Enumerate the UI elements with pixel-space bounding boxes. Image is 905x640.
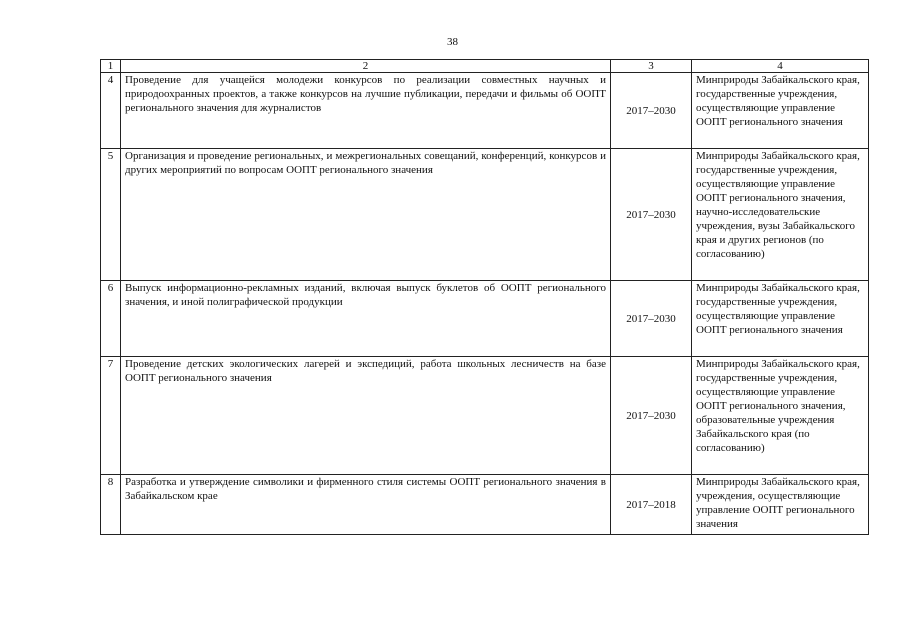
row-number: 4 xyxy=(101,73,121,149)
task-cell: Выпуск информационно-рекламных изданий, включая выпуск буклетов об ООПТ регионального значения, и иной полиграфической продукции xyxy=(121,281,611,357)
column-number-2: 2 xyxy=(121,60,611,73)
table-row xyxy=(101,281,869,357)
row-number: 8 xyxy=(101,475,121,535)
row-number: 6 xyxy=(101,281,121,357)
task-cell: Проведение для учащейся молодежи конкурсов по реализации совместных научных и природоохранных проектов, а также конкурсов на лучшие публикации, передачи и фильмы об ООПТ регионального значения для журналистов xyxy=(121,73,611,149)
executor-cell: Минприроды Забайкальского края, государственные учреждения, осуществляющие управление ООПТ регионального значения, образовательные учреждения Забайкальского края (по согласованию) xyxy=(692,357,869,475)
table-row xyxy=(101,475,869,535)
row-number: 7 xyxy=(101,357,121,475)
task-cell: Проведение детских экологических лагерей и экспедиций, работа школьных лесничеств на базе ООПТ регионального значения xyxy=(121,357,611,475)
period-cell: 2017–2030 xyxy=(611,73,692,149)
period-cell: 2017–2030 xyxy=(611,149,692,281)
table-row xyxy=(101,357,869,475)
period-cell: 2017–2030 xyxy=(611,281,692,357)
task-cell: Разработка и утверждение символики и фирменного стиля системы ООПТ регионального значения в Забайкальском крае xyxy=(121,475,611,535)
table-row xyxy=(101,73,869,149)
table-row xyxy=(101,149,869,281)
column-number-3: 3 xyxy=(611,60,692,73)
table-header-row xyxy=(101,60,869,73)
page-number: 38 xyxy=(447,36,458,48)
executor-cell: Минприроды Забайкальского края, государственные учреждения, осуществляющие управление ООПТ регионального значения xyxy=(692,73,869,149)
executor-cell: Минприроды Забайкальского края, учреждения, осуществляющие управление ООПТ регионального значения xyxy=(692,475,869,535)
executor-cell: Минприроды Забайкальского края, государственные учреждения, осуществляющие управление ООПТ регионального значения xyxy=(692,281,869,357)
task-cell: Организация и проведение региональных, и межрегиональных совещаний, конференций, конкурсов и других мероприятий по вопросам ООПТ регионального значения xyxy=(121,149,611,281)
activities-table xyxy=(100,59,869,535)
row-number: 5 xyxy=(101,149,121,281)
column-number-4: 4 xyxy=(692,60,869,73)
period-cell: 2017–2018 xyxy=(611,475,692,535)
period-cell: 2017–2030 xyxy=(611,357,692,475)
executor-cell: Минприроды Забайкальского края, государственные учреждения, осуществляющие управление ООПТ регионального значения, научно-исследовательские учреждения, вузы Забайкальского края и других регионов (по согласованию) xyxy=(692,149,869,281)
column-number-1: 1 xyxy=(101,60,121,73)
